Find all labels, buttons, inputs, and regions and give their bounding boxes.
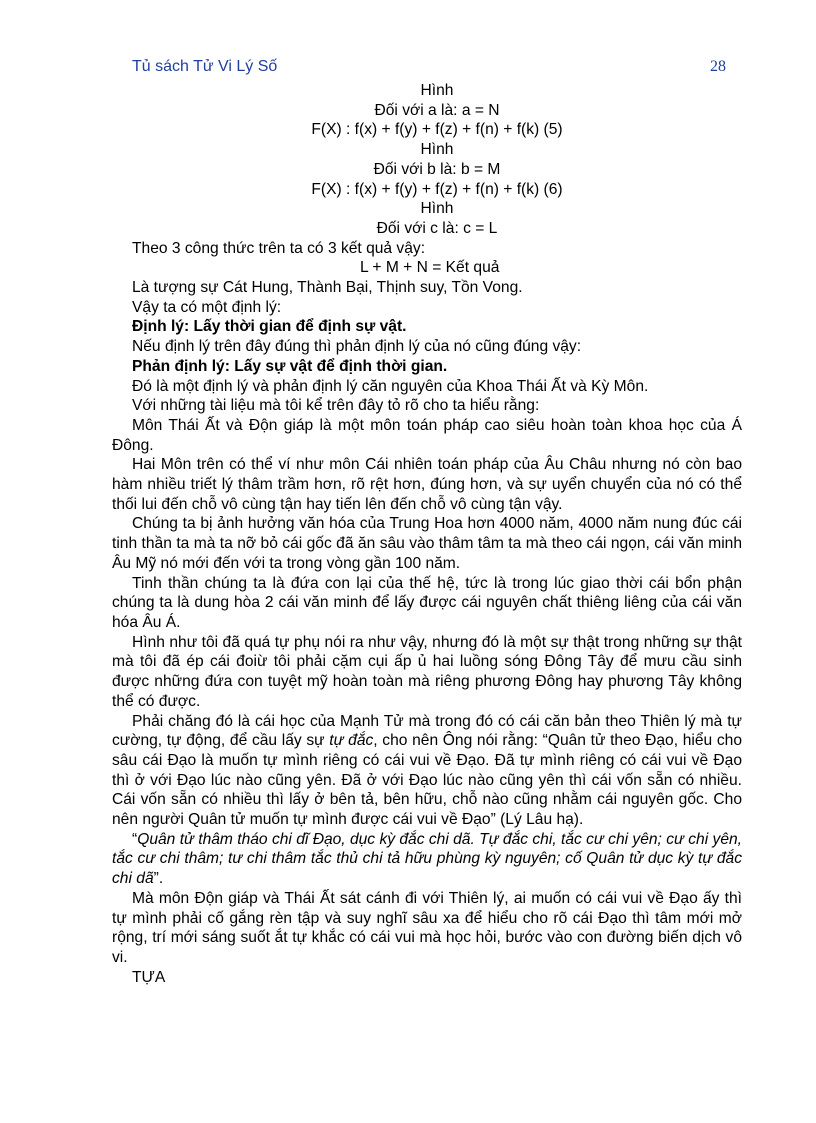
result-formula: L + M + N = Kết quả — [360, 259, 500, 277]
paragraph-hai-mon: Hai Môn trên có thể ví như môn Cái nhiên toán pháp của Âu Châu nhưng nó còn bao hàm nhiều triết lý thâm trầm hơn, rõ rệt hơn, đúng hơn, và sự uyển chuyển của nó có thể thối lui đến chỗ vô cùng tận hay tiến lên đến chỗ vô cùng tận vậy. — [112, 456, 742, 513]
vay-ta-line: Vậy ta có một định lý: — [132, 298, 282, 316]
page-header — [132, 58, 726, 80]
theorem-line: Định lý: Lấy thời gian để định sự vật. — [132, 318, 407, 336]
formula-a-definition: Đối với a là: a = N — [374, 101, 500, 119]
paragraph-mon-thai-at: Môn Thái Ất và Độn giáp là một môn toán pháp cao siêu hoàn toàn khoa học của Á Đông. — [112, 416, 742, 454]
paragraph-phai-chang-italic: tự đắc — [329, 732, 374, 750]
neu-dinh-ly-line: Nếu định lý trên đây đúng thì phản định lý của nó cũng đúng vậy: — [132, 338, 582, 356]
paragraph-hinh-nhu: Hình như tôi đã quá tự phụ nói ra như vậy, nhưng đó là một sự thật trong những sự thật mà tôi đã ép cái đoiừ tôi phải cặm cụi ấp ủ hai luồng sóng Đông Tây để mưu cầu sinh được những đứa con tuyệt mỹ hoàn toàn mà riêng phương Đông hay phương Tây không thể có được. — [112, 633, 742, 710]
book-title: Tủ sách Tử Vi Lý Số — [132, 58, 278, 75]
voi-nhung-line: Với những tài liệu mà tôi kể trên đây tỏ rõ cho ta hiểu rằng: — [132, 397, 540, 415]
formula-6: F(X) : f(x) + f(y) + f(z) + f(n) + f(k) (6) — [311, 180, 563, 198]
paragraph-chung-ta: Chúng ta bị ảnh hưởng văn hóa của Trung Hoa hơn 4000 năm, 4000 năm nung đúc cái tinh thần ta mà ta nỡ bỏ cái gốc đã ăn sâu vào thâm tâm ta mà theo cái ngọn, cái văn minh Âu Mỹ nó mới đến với ta trong vòng gần 100 năm. — [112, 515, 742, 572]
formula-5: F(X) : f(x) + f(y) + f(z) + f(n) + f(k) (5) — [311, 121, 563, 139]
paragraph-quote — [112, 830, 742, 889]
tua-heading: TỰA — [132, 968, 166, 986]
theo-3-line: Theo 3 công thức trên ta có 3 kết quả vậy: — [132, 239, 426, 257]
paragraph-ma-mon: Mà môn Độn giáp và Thái Ất sát cánh đi với Thiên lý, ai muốn có cái vui về Đạo ấy thì tự mình phải cố gắng rèn tập và suy nghĩ sâu xa để hiểu cho rõ cái Đạo thì tâm mới mở rộng, trí mới sáng suốt ắt tự khắc có cái vui mà học hỏi, bước vào con đường biến dịch vô vi. — [112, 889, 742, 966]
do-la-line: Đó là một định lý và phản định lý căn nguyên của Khoa Thái Ất và Kỳ Môn. — [132, 377, 649, 395]
quote-close-mark: ”. — [153, 870, 164, 888]
formula-hinh-2: Hình — [420, 141, 454, 159]
paragraph-tinh-than: Tinh thần chúng ta là đứa con lại của thế hệ, tức là trong lúc giao thời cái bổn phận chúng ta là dung hòa 2 cái văn minh để lấy được cái nguyên chất thiêng liêng của cái văn hóa Âu Á. — [112, 574, 742, 631]
page-number: 28 — [710, 58, 726, 75]
page-content — [112, 81, 742, 987]
paragraph-phai-chang-text-a: Phải chăng đó là cái học của Mạnh Tử mà trong đó có cái căn bản theo Thiên lý mà tự cường, tự động, để cầu lấy sự — [112, 712, 742, 750]
la-tuong-line: Là tượng sự Cát Hung, Thành Bại, Thịnh suy, Tồn Vong. — [132, 279, 523, 297]
anti-theorem-line: Phản định lý: Lấy sự vật để định thời gian. — [132, 357, 448, 375]
quote-italic-text: Quân tử thâm tháo chi dĩ Đạo, dục kỳ đắc chi dã. Tự đắc chi, tắc cư chi yên; cư chi yên, tắc cư chi thâm; tư chi thâm tắc thủ chi tả hữu phùng kỳ nguyên; cố Quân tử dục kỳ tự đắc chi dã — [112, 830, 742, 888]
formula-hinh-1: Hình — [420, 82, 454, 99]
quote-open-mark: “ — [132, 830, 138, 848]
formula-c-definition: Đối với c là: c = L — [376, 219, 498, 237]
formula-b-definition: Đối với b là: b = M — [373, 160, 501, 178]
paragraph-phai-chang — [112, 712, 742, 830]
paragraph-phai-chang-text-b: , cho nên Ông nói rằng: “Quân tử theo Đạo, hiểu cho sâu cái Đạo là muốn tự mình riêng có cái vui về Đạo. Đã tự mình riêng có cái vui về Đạo thì ở với Đạo lúc nào cũng yên. Đã ở với Đạo lúc nào cũng yên thì cái vốn sẵn có nhiều. Cái vốn sẵn có nhiều thì lấy ở bên tả, bên hữu, chỗ nào cũng nhằm cái nguyên gốc. Cho nên người Quân tử muốn tự mình được cái vui về Đạo” (Lý Lâu hạ). — [112, 732, 742, 829]
formula-hinh-3: Hình — [420, 200, 454, 218]
